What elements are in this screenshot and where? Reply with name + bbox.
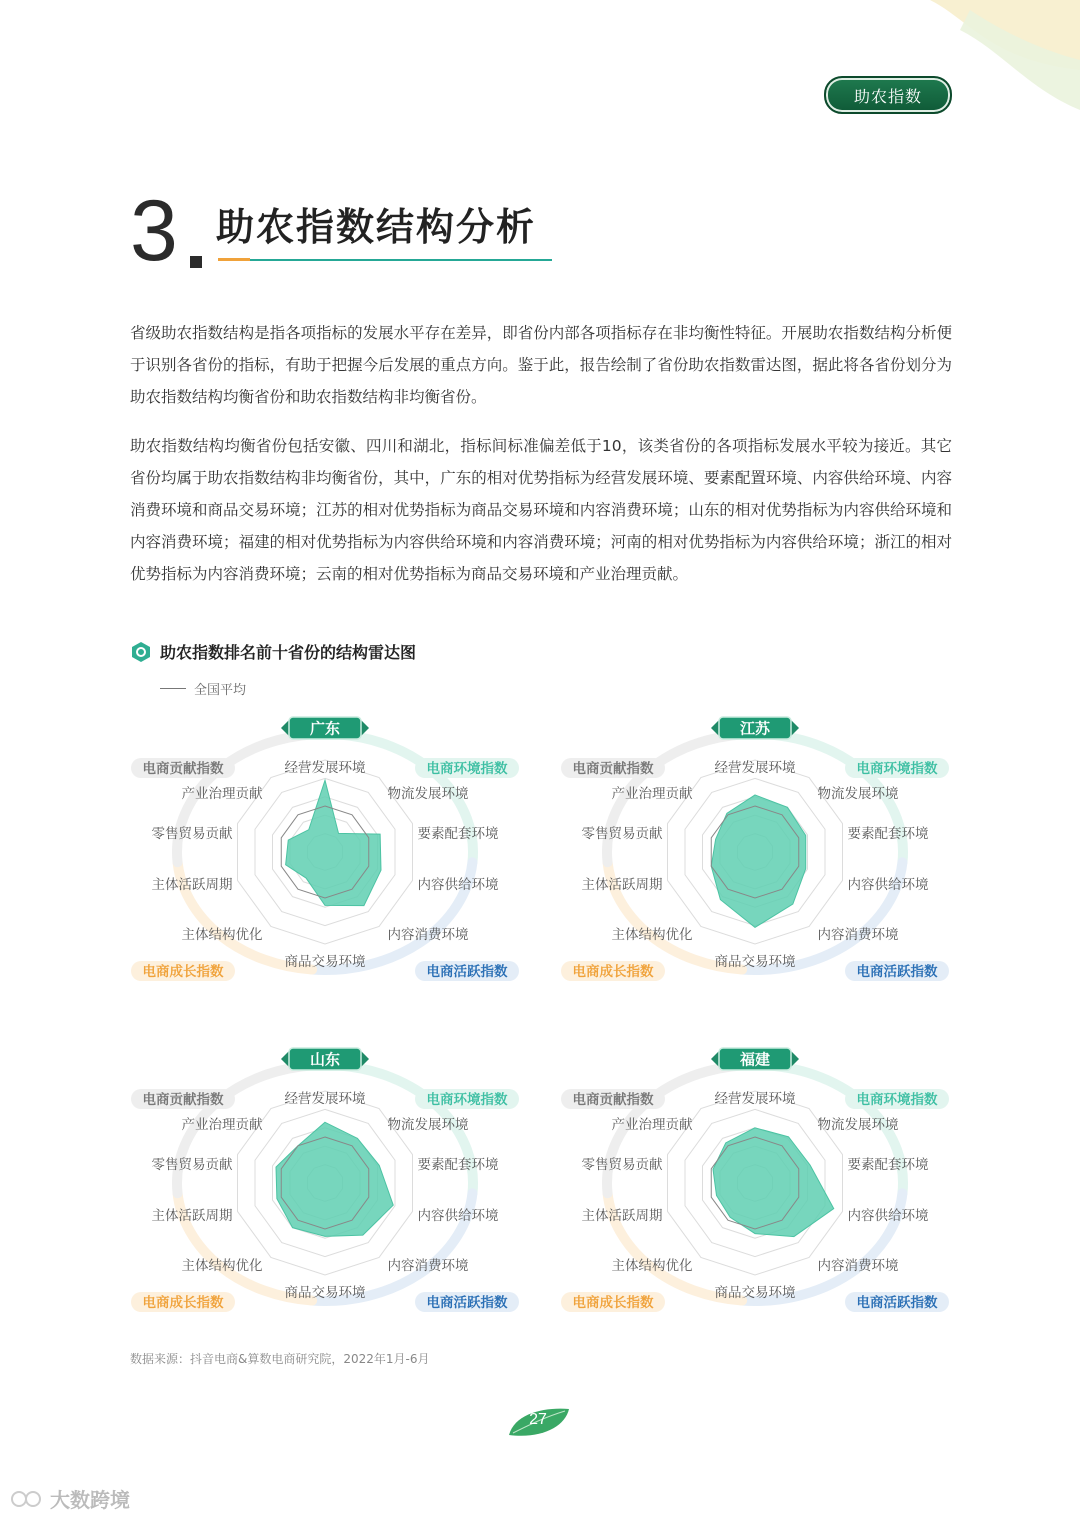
group-badge-label: 电商贡献指数 [572, 761, 654, 777]
axis-label: 商品交易环境 [284, 1285, 366, 1301]
province-series-area [713, 1128, 834, 1237]
group-badge-label: 电商活跃指数 [856, 964, 938, 980]
axis-label: 主体活跃周期 [151, 1208, 233, 1224]
group-badge-label: 电商活跃指数 [856, 1295, 938, 1311]
axis-label: 零售贸易贡献 [581, 826, 663, 842]
radar-svg [545, 1043, 965, 1333]
radar-chart-fujian [545, 1043, 965, 1333]
group-badge-label: 电商活跃指数 [426, 964, 508, 980]
axis-label: 经营发展环境 [714, 1091, 796, 1107]
axis-label: 产业治理贡献 [611, 1117, 693, 1133]
province-series-area [711, 795, 805, 927]
axis-label: 主体结构优化 [611, 1258, 693, 1274]
axis-label: 内容消费环境 [387, 927, 469, 943]
axis-label: 零售贸易贡献 [581, 1157, 663, 1173]
group-badge-label: 电商成长指数 [572, 1295, 654, 1311]
province-title: 广东 [309, 719, 341, 738]
axis-label: 内容供给环境 [417, 877, 499, 893]
chart-title: 助农指数排名前十省份的结构雷达图 [160, 643, 417, 662]
axis-label: 主体活跃周期 [151, 877, 233, 893]
province-title: 山东 [309, 1050, 341, 1069]
group-badge-label: 电商成长指数 [142, 964, 224, 980]
axis-label: 产业治理贡献 [181, 786, 263, 802]
axis-label: 物流发展环境 [387, 786, 469, 802]
group-badge-label: 电商成长指数 [572, 964, 654, 980]
axis-label: 内容消费环境 [387, 1258, 469, 1274]
axis-label: 主体活跃周期 [581, 1208, 663, 1224]
axis-label: 物流发展环境 [817, 786, 899, 802]
chart-heading [130, 640, 416, 663]
hexagon-icon [130, 641, 152, 663]
axis-label: 要素配套环境 [847, 1157, 929, 1173]
axis-label: 内容消费环境 [817, 1258, 899, 1274]
axis-label: 经营发展环境 [284, 1091, 366, 1107]
average-line-swatch [160, 688, 186, 689]
axis-label: 零售贸易贡献 [151, 826, 233, 842]
title-underline-accent [218, 258, 250, 261]
axis-label: 要素配套环境 [417, 1157, 499, 1173]
title-underline [250, 259, 552, 261]
axis-label: 商品交易环境 [714, 1285, 796, 1301]
watermark-text: 大数跨境 [50, 1488, 130, 1512]
axis-label: 要素配套环境 [847, 826, 929, 842]
paragraph-2: 助农指数结构均衡省份包括安徽、四川和湖北，指标间标准偏差低于10，该类省份的各项指标发展水平较为接近。其它省份均属于助农指数结构非均衡省份，其中，广东的相对优势指标为经营发展环境、要素配置环境、内容供给环境、内容消费环境和商品交易环境；江苏的相对优势指标为商品交易环境和内容消费环境；山东的相对优势指标为内容供给环境和内容消费环境；福建的相对优势指标为内容供给环境和内容消费环境；河南的相对优势指标为内容供给环境；浙江的相对优势指标为内容消费环境；云南的相对优势指标为商品交易环境和产业治理贡献。 [130, 437, 952, 583]
axis-label: 物流发展环境 [387, 1117, 469, 1133]
axis-label: 要素配套环境 [417, 826, 499, 842]
axis-label: 主体活跃周期 [581, 877, 663, 893]
watermark-logo-icon [10, 1488, 44, 1510]
axis-label: 内容供给环境 [847, 877, 929, 893]
group-badge-label: 电商环境指数 [856, 761, 938, 777]
page-number-text: 27 [529, 1411, 547, 1428]
radar-chart-shandong [115, 1043, 535, 1333]
section-title: 助农指数结构分析 [216, 205, 537, 249]
axis-label: 产业治理贡献 [611, 786, 693, 802]
group-badge-label: 电商贡献指数 [142, 1092, 224, 1108]
radar-svg [115, 712, 535, 1002]
chart-legend [160, 679, 246, 698]
page-number [505, 1405, 571, 1441]
paragraph-1: 省级助农指数结构是指各项指标的发展水平存在差异，即省份内部各项指标存在非均衡性特征。开展助农指数结构分析便于识别各省份的指标，有助于把握今后发展的重点方向。鉴于此，报告绘制了省份助农指数雷达图，据此将各省份划分为助农指数结构均衡省份和助农指数结构非均衡省份。 [130, 324, 952, 406]
group-badge-label: 电商环境指数 [856, 1092, 938, 1108]
province-title: 江苏 [739, 719, 771, 738]
group-badge-label: 电商贡献指数 [142, 761, 224, 777]
group-badge-label: 电商贡献指数 [572, 1092, 654, 1108]
radar-chart-jiangsu [545, 712, 965, 1002]
radar-svg [115, 1043, 535, 1333]
axis-label: 内容消费环境 [817, 927, 899, 943]
radar-chart-guangdong [115, 712, 535, 1002]
group-badge-label: 电商环境指数 [426, 1092, 508, 1108]
axis-label: 商品交易环境 [284, 954, 366, 970]
radar-svg [545, 712, 965, 1002]
axis-label: 主体结构优化 [181, 927, 263, 943]
legend-average-label: 全国平均 [194, 683, 247, 698]
axis-label: 内容供给环境 [847, 1208, 929, 1224]
axis-label: 经营发展环境 [714, 760, 796, 776]
axis-label: 内容供给环境 [417, 1208, 499, 1224]
data-source: 数据来源：抖音电商&算数电商研究院，2022年1月-6月 [130, 1352, 430, 1366]
axis-label: 主体结构优化 [611, 927, 693, 943]
group-badge-label: 电商成长指数 [142, 1295, 224, 1311]
section-dot [190, 256, 202, 268]
axis-label: 商品交易环境 [714, 954, 796, 970]
group-badge-label: 电商活跃指数 [426, 1295, 508, 1311]
province-series-area [276, 1122, 393, 1236]
axis-label: 产业治理贡献 [181, 1117, 263, 1133]
axis-label: 零售贸易贡献 [151, 1157, 233, 1173]
watermark [10, 1484, 130, 1513]
section-tag: 助农指数 [824, 76, 952, 114]
section-number: 3 [130, 183, 178, 279]
axis-label: 主体结构优化 [181, 1258, 263, 1274]
axis-label: 物流发展环境 [817, 1117, 899, 1133]
group-badge-label: 电商环境指数 [426, 761, 508, 777]
axis-label: 经营发展环境 [284, 760, 366, 776]
province-title: 福建 [739, 1050, 771, 1069]
